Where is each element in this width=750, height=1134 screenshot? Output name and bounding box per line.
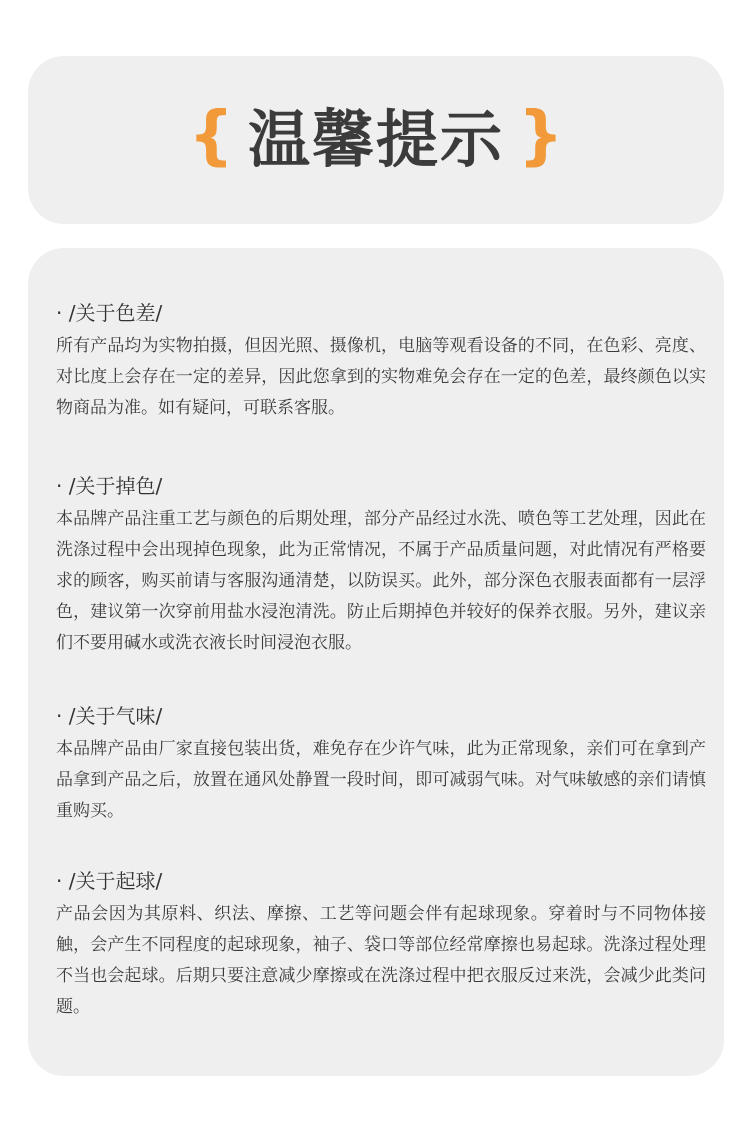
section-pilling bbox=[56, 866, 706, 1023]
page-title: 温馨提示 bbox=[247, 103, 504, 176]
section-body: 本品牌产品注重工艺与颜色的后期处理，部分产品经过水洗、喷色等工艺处理，因此在洗涤过程中会出现掉色现象，此为正常情况，不属于产品质量问题，对此情况有严格要求的顾客，购买前请与客服沟通清楚，以防误买。此外，部分深色衣服表面都有一层浮色，建议第一次穿前用盐水浸泡清洗。防止后期掉色并较好的保养衣服。另外，建议亲们不要用碱水或洗衣液长时间浸泡衣服。 bbox=[56, 509, 706, 653]
title-banner bbox=[28, 56, 724, 224]
section-body: 本品牌产品由厂家直接包装出货，难免存在少许气味，此为正常现象，亲们可在拿到产品拿到产品之后，放置在通风处静置一段时间，即可减弱气味。对气味敏感的亲们请慎重购买。 bbox=[56, 739, 706, 821]
section-color-difference bbox=[56, 298, 706, 424]
section-heading: · /关于气味/ bbox=[56, 704, 163, 728]
section-heading: · /关于色差/ bbox=[56, 301, 163, 325]
left-brace: { bbox=[188, 99, 234, 173]
section-odor bbox=[56, 701, 706, 827]
notice-card bbox=[28, 248, 724, 1076]
section-heading: · /关于掉色/ bbox=[56, 474, 163, 498]
section-color-fading bbox=[56, 471, 706, 659]
section-body: 产品会因为其原料、织法、摩擦、工艺等问题会伴有起球现象。穿着时与不同物体接触，会产生不同程度的起球现象，袖子、袋口等部位经常摩擦也易起球。洗涤过程处理不当也会起球。后期只要注意减少摩擦或在洗涤过程中把衣服反过来洗，会减少此类问题。 bbox=[56, 904, 706, 1017]
section-body: 所有产品均为实物拍摄，但因光照、摄像机，电脑等观看设备的不同，在色彩、亮度、对比度上会存在一定的差异，因此您拿到的实物难免会存在一定的色差，最终颜色以实物商品为准。如有疑问，可联系客服。 bbox=[56, 336, 706, 418]
right-brace: } bbox=[518, 99, 564, 173]
section-heading: · /关于起球/ bbox=[56, 869, 163, 893]
